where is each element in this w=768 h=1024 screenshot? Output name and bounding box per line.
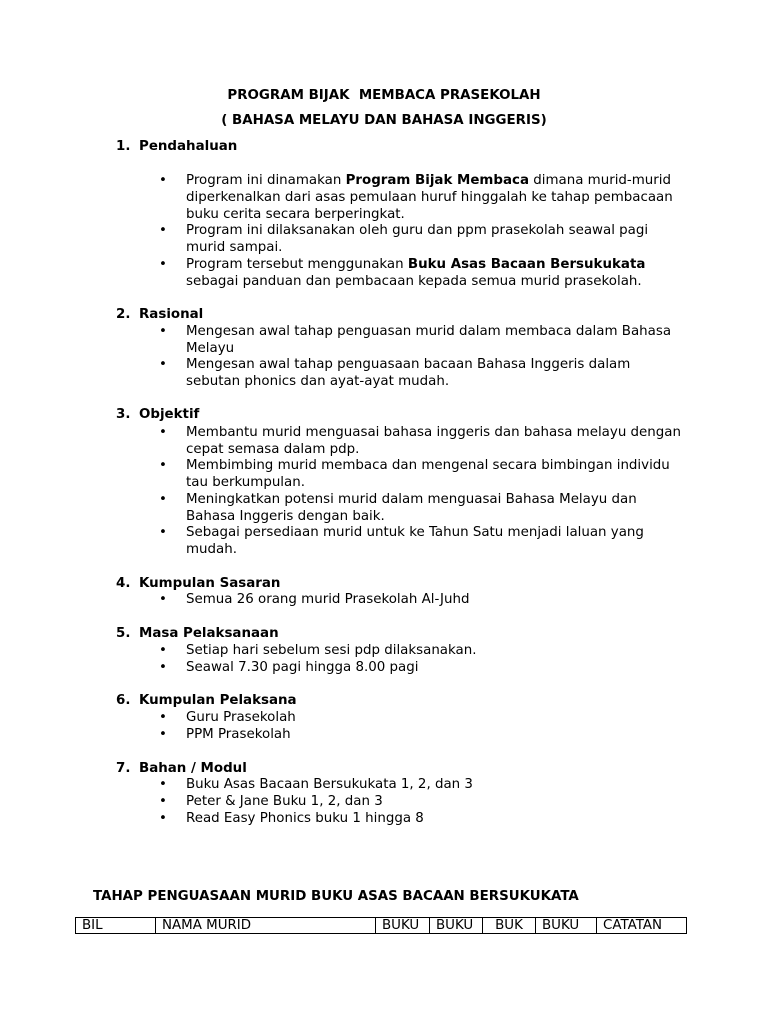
list-item-text: Seawal 7.30 pagi hingga 8.00 pagi (186, 660, 419, 675)
list-item-text: Program tersebut menggunakan Buku Asas Bacaan Bersukukata sebagai panduan dan pembacaan kepada semua murid prasekolah. (186, 257, 646, 289)
list-item-text: Program ini dinamakan Program Bijak Membaca dimana murid-murid diperkenalkan dari asas pemulaan huruf hinggalah ke tahap pembacaan buku cerita secara berperingkat. (186, 173, 673, 222)
bullet-icon: • (159, 425, 167, 440)
section-heading-pendahuluan (116, 139, 237, 154)
bullet-icon: • (159, 777, 167, 792)
bullet-icon: • (159, 727, 167, 742)
section-heading-bahan-modul (116, 761, 247, 776)
section-title: Objektif (139, 407, 200, 422)
table-heading: TAHAP PENGUASAAN MURID BUKU ASAS BACAAN BERSUKUKATA (93, 889, 579, 904)
section-number: 7. (116, 761, 131, 776)
section-heading-kumpulan-pelaksana (116, 693, 297, 708)
progress-table (75, 917, 687, 934)
bullet-icon: • (159, 794, 167, 809)
bullet-icon: • (159, 492, 167, 507)
section-number: 6. (116, 693, 131, 708)
section-title: Masa Pelaksanaan (139, 626, 279, 641)
list-item-text: Meningkatkan potensi murid dalam menguasai Bahasa Melayu dan Bahasa Inggeris dengan baik. (186, 492, 637, 524)
bullet-icon: • (159, 357, 167, 372)
table-header-cell: BIL (76, 918, 156, 934)
section-title: Kumpulan Pelaksana (139, 693, 297, 708)
section-heading-kumpulan-sasaran (116, 576, 280, 591)
document-title: PROGRAM BIJAK MEMBACA PRASEKOLAH (227, 88, 541, 103)
section-title: Rasional (139, 307, 204, 322)
bullet-icon: • (159, 660, 167, 675)
section-title: Pendahaluan (139, 139, 238, 154)
table-header-cell: BUKU (430, 918, 483, 934)
list-item-text: Guru Prasekolah (186, 710, 296, 725)
bullet-icon: • (159, 525, 167, 540)
section-number: 5. (116, 626, 131, 641)
list-item-text: Membantu murid menguasai bahasa inggeris dan bahasa melayu dengan cepat semasa dalam pdp. (186, 425, 681, 457)
table-header-cell: CATATAN (597, 918, 687, 934)
section-heading-rasional (116, 307, 203, 322)
list-item-text: Program ini dilaksanakan oleh guru dan ppm prasekolah seawal pagi murid sampai. (186, 223, 649, 255)
section-heading-objektif (116, 407, 199, 422)
table-header-cell: BUKU (376, 918, 430, 934)
bullet-icon: • (159, 257, 167, 272)
list-item-text: Setiap hari sebelum sesi pdp dilaksanakan. (186, 643, 477, 658)
bullet-icon: • (159, 643, 167, 658)
list-item-text: Buku Asas Bacaan Bersukukata 1, 2, dan 3 (186, 777, 473, 792)
list-item-text: Mengesan awal tahap penguasan murid dalam membaca dalam Bahasa Melayu (186, 324, 672, 356)
section-number: 2. (116, 307, 131, 322)
section-number: 4. (116, 576, 131, 591)
table-header-cell: NAMA MURID (156, 918, 376, 934)
section-title: Kumpulan Sasaran (139, 576, 281, 591)
section-heading-masa-pelaksanaan (116, 626, 279, 641)
list-item-text: Peter & Jane Buku 1, 2, dan 3 (186, 794, 383, 809)
bullet-icon: • (159, 458, 167, 473)
table-header-row (76, 918, 687, 934)
bullet-icon: • (159, 710, 167, 725)
list-item-text: Mengesan awal tahap penguasaan bacaan Bahasa Inggeris dalam sebutan phonics dan ayat-ayat mudah. (186, 357, 631, 389)
list-item-text: Semua 26 orang murid Prasekolah Al-Juhd (186, 592, 470, 607)
table-header-cell: BUK (483, 918, 536, 934)
bullet-icon: • (159, 173, 167, 188)
document-subtitle: ( BAHASA MELAYU DAN BAHASA INGGERIS) (221, 113, 547, 128)
section-number: 3. (116, 407, 131, 422)
table-header-cell: BUKU (536, 918, 597, 934)
list-item-text: Sebagai persediaan murid untuk ke Tahun Satu menjadi laluan yang mudah. (186, 525, 644, 557)
bullet-icon: • (159, 592, 167, 607)
bullet-icon: • (159, 811, 167, 826)
list-item-text: Read Easy Phonics buku 1 hingga 8 (186, 811, 424, 826)
section-number: 1. (116, 139, 131, 154)
list-item-text: Membimbing murid membaca dan mengenal secara bimbingan individu tau berkumpulan. (186, 458, 670, 490)
bullet-icon: • (159, 223, 167, 238)
list-item-text: PPM Prasekolah (186, 727, 291, 742)
bullet-icon: • (159, 324, 167, 339)
section-title: Bahan / Modul (139, 761, 247, 776)
